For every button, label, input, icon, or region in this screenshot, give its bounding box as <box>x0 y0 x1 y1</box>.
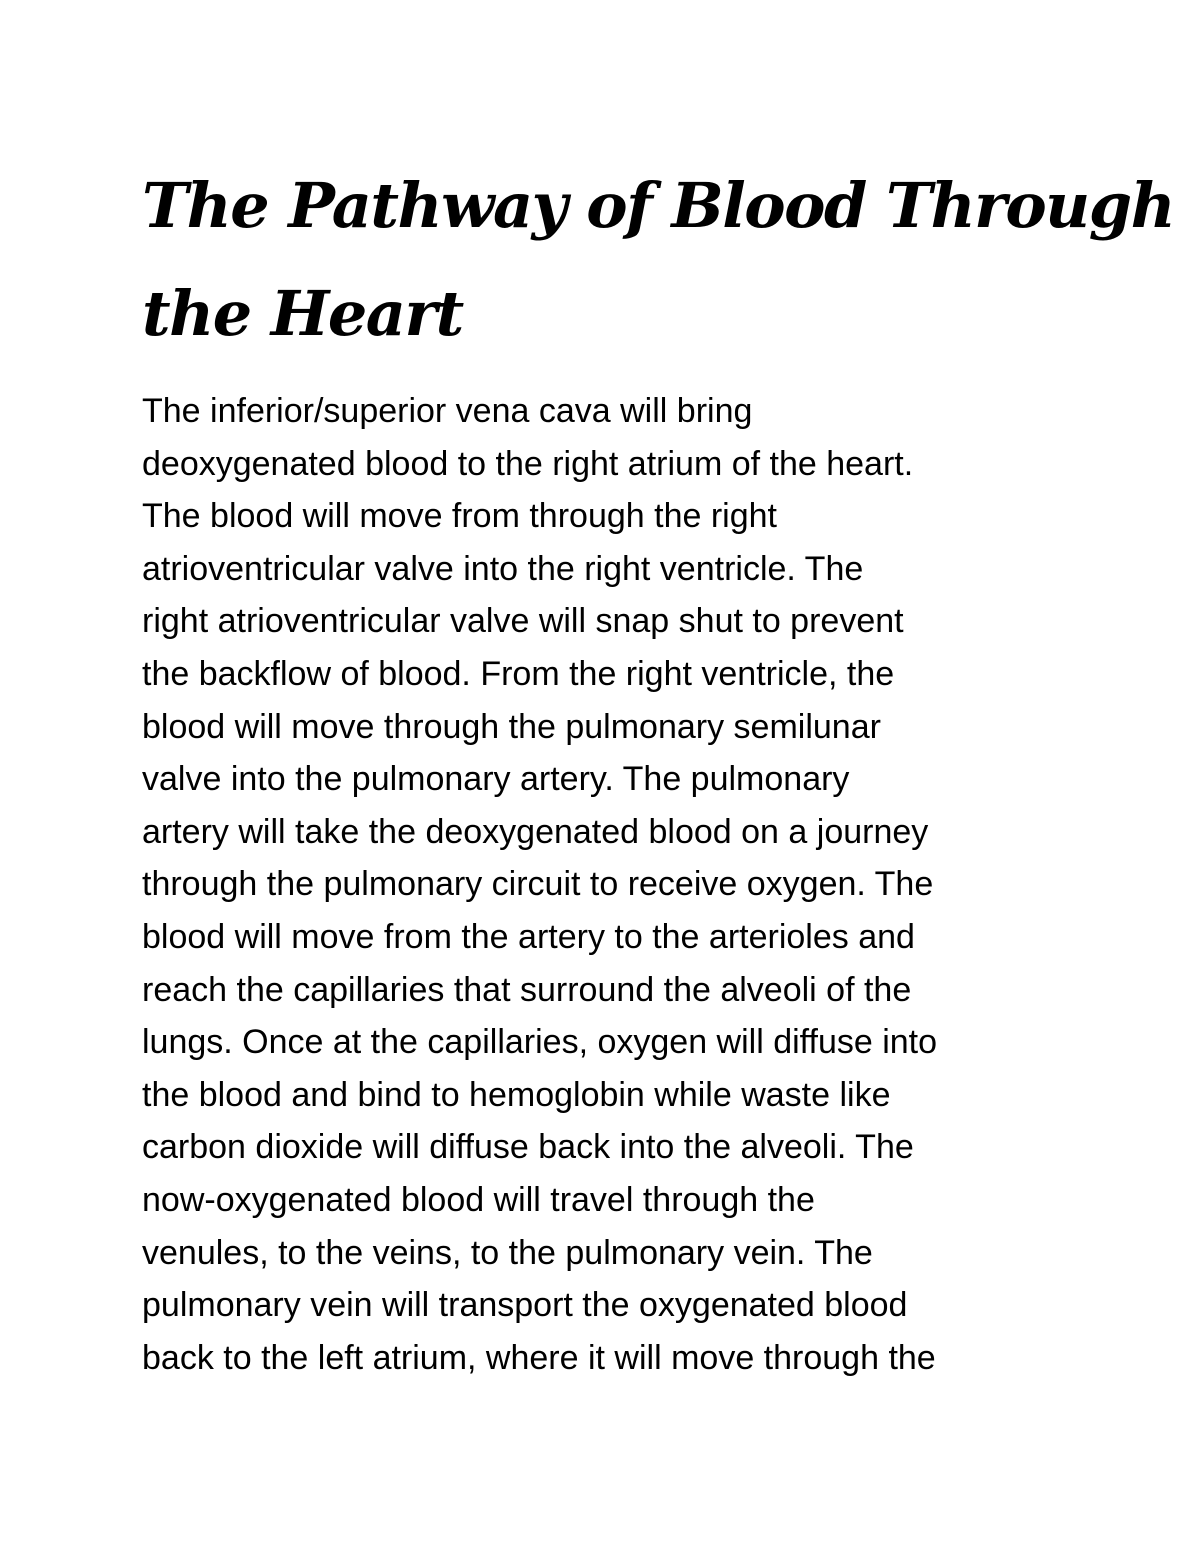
body-line: reach the capillaries that surround the alveoli of the <box>142 970 912 1009</box>
body-line: artery will take the deoxygenated blood on a journey <box>142 812 929 851</box>
body-line: pulmonary vein will transport the oxygenated blood <box>142 1286 908 1325</box>
body-line: The blood will move from through the right <box>142 497 777 536</box>
title-line: the Heart <box>142 277 463 350</box>
body-line: back to the left atrium, where it will move through the <box>142 1338 936 1377</box>
body-line: blood will move through the pulmonary semilunar <box>142 707 881 746</box>
body-line: the blood and bind to hemoglobin while waste like <box>142 1075 891 1114</box>
body-line: carbon dioxide will diffuse back into the alveoli. The <box>142 1128 914 1167</box>
title-line: The Pathway of Blood Through <box>142 169 1175 242</box>
body-paragraph <box>142 385 1082 1384</box>
body-line: lungs. Once at the capillaries, oxygen will diffuse into <box>142 1023 938 1062</box>
body-line: now-oxygenated blood will travel through the <box>142 1180 815 1219</box>
body-line: blood will move from the artery to the arterioles and <box>142 917 915 956</box>
document-title <box>142 152 1175 368</box>
body-line: the backflow of blood. From the right ventricle, the <box>142 654 895 693</box>
body-line: through the pulmonary circuit to receive oxygen. The <box>142 865 934 904</box>
body-line: venules, to the veins, to the pulmonary vein. The <box>142 1233 873 1272</box>
body-line: valve into the pulmonary artery. The pulmonary <box>142 760 850 799</box>
body-line: right atrioventricular valve will snap shut to prevent <box>142 602 904 641</box>
body-line: The inferior/superior vena cava will bring <box>142 392 753 430</box>
body-line: atrioventricular valve into the right ventricle. The <box>142 549 864 588</box>
body-line: deoxygenated blood to the right atrium of the heart. <box>142 444 914 483</box>
